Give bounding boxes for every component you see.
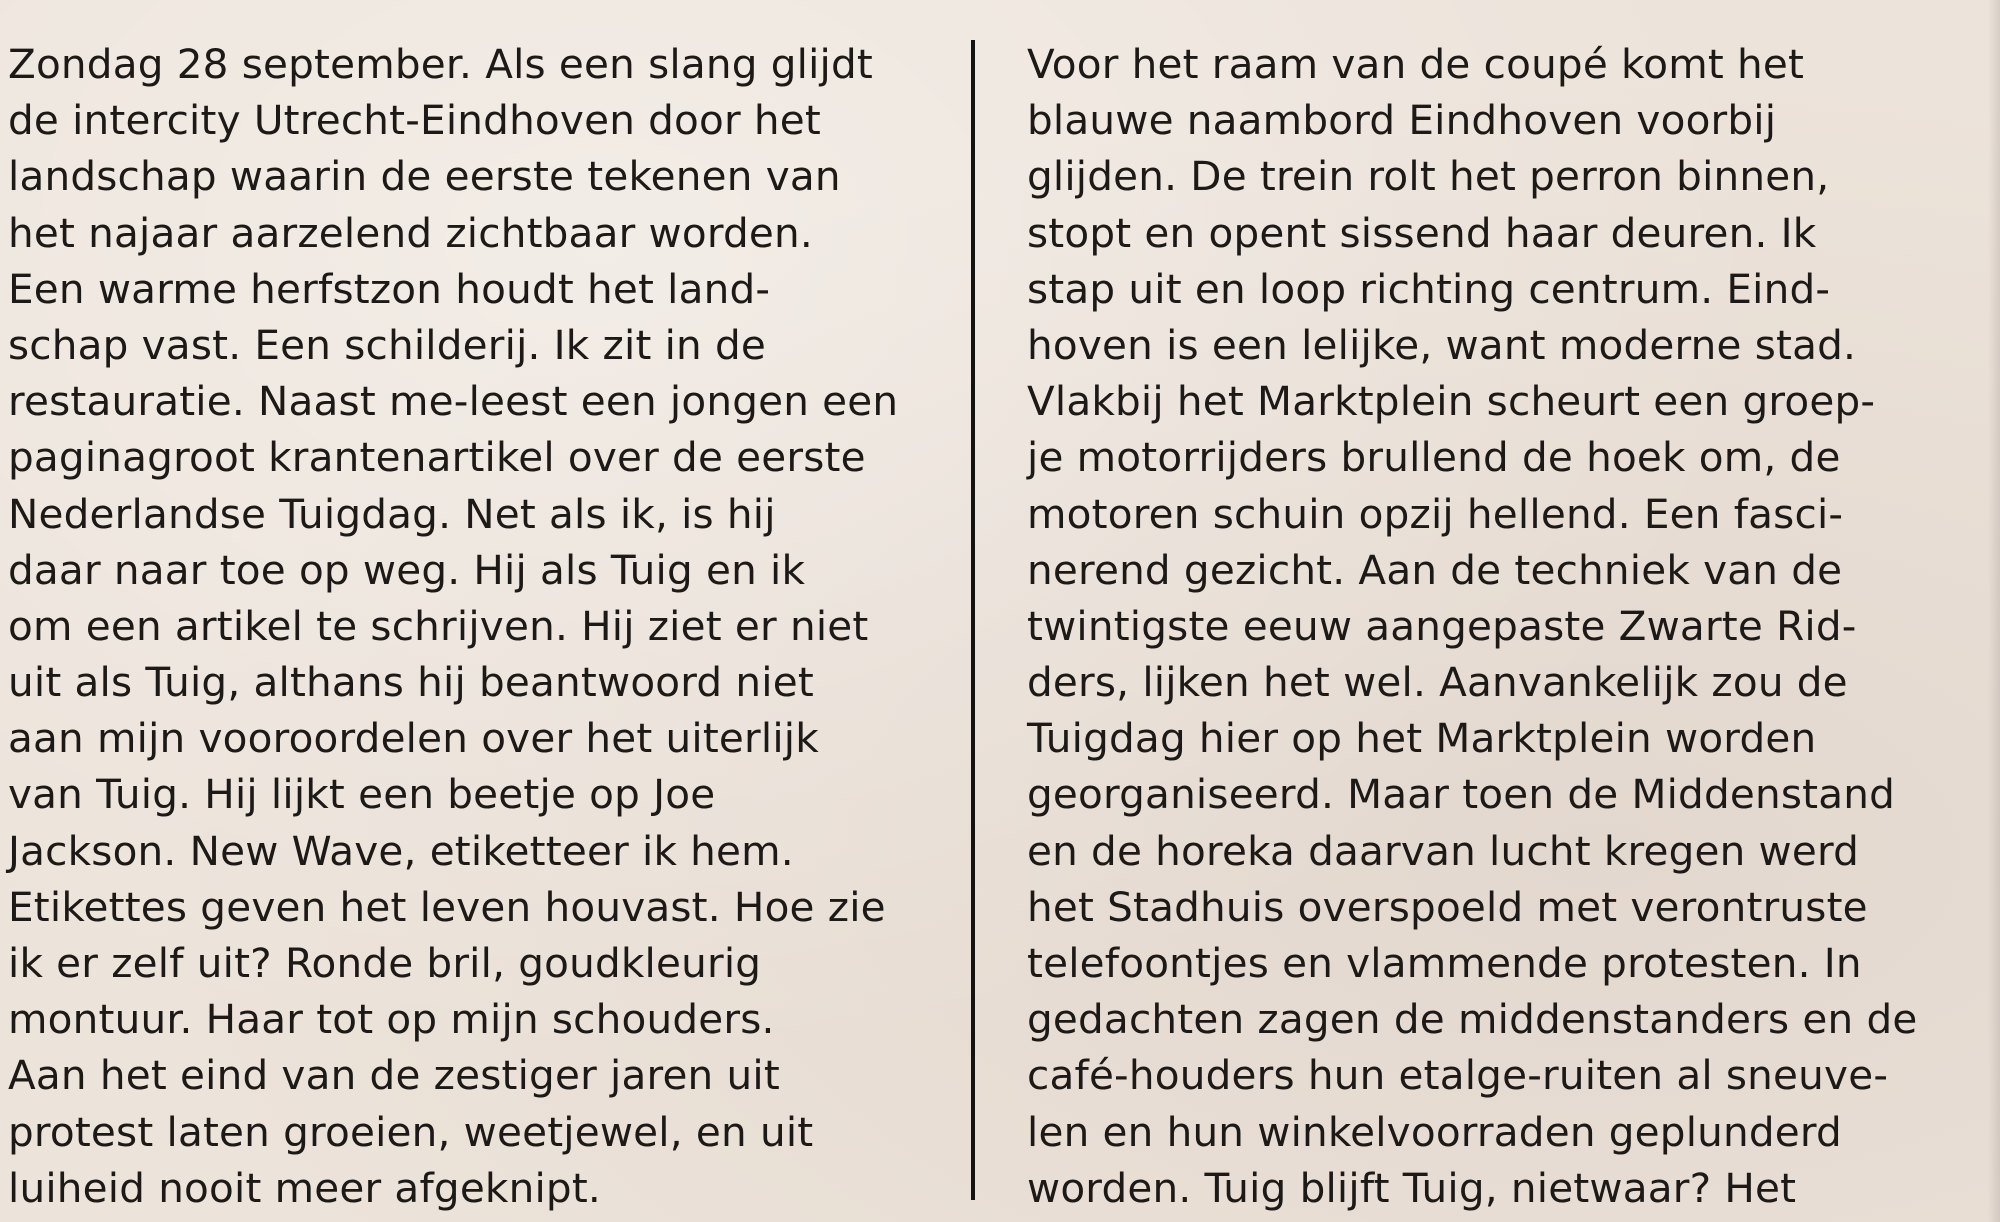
- text-line: café-houders hun etalge-ruiten al sneuve-: [1027, 1051, 1889, 1100]
- text-line: blauwe naambord Eindhoven voorbij: [1027, 96, 1777, 145]
- column-divider-rule: [971, 40, 975, 1200]
- text-line: landschap waarin de eerste tekenen van: [8, 152, 841, 201]
- text-line: worden. Tuig blijft Tuig, nietwaar? Het: [1027, 1163, 1797, 1212]
- article-column-left: [8, 36, 968, 1216]
- text-line: stap uit en loop richting centrum. Eind-: [1027, 264, 1831, 313]
- text-line: van Tuig. Hij lijkt een beetje op Joe: [8, 770, 716, 819]
- text-line: schap vast. Een schilderij. Ik zit in de: [8, 320, 767, 369]
- text-line: twintigste eeuw aangepaste Zwarte Rid-: [1027, 601, 1857, 650]
- text-line: gedachten zagen de middenstanders en de: [1027, 995, 1918, 1044]
- text-line: stopt en opent sissend haar deuren. Ik: [1027, 208, 1817, 257]
- article-column-right: [1027, 36, 1987, 1216]
- text-line: de intercity Utrecht-Eindhoven door het: [8, 96, 821, 145]
- text-line: aan mijn vooroordelen over het uiterlijk: [8, 714, 819, 763]
- text-line: protest laten groeien, weetjewel, en uit: [8, 1107, 814, 1156]
- text-line: luiheid nooit meer afgeknipt.: [8, 1163, 601, 1212]
- text-line: telefoontjes en vlammende protesten. In: [1027, 939, 1862, 987]
- text-line: het Stadhuis overspoeld met verontruste: [1027, 882, 1868, 931]
- text-line: restauratie. Naast me-leest een jongen een: [8, 377, 899, 426]
- text-line: en de horeka daarvan lucht kregen werd: [1027, 826, 1860, 875]
- text-line: uit als Tuig, althans hij beantwoord niet: [8, 658, 814, 707]
- text-line: om een artikel te schrijven. Hij ziet er niet: [8, 601, 869, 650]
- text-line: daar naar toe op weg. Hij als Tuig en ik: [8, 545, 806, 594]
- text-line: nerend gezicht. Aan de techniek van de: [1027, 545, 1843, 594]
- text-line: ik er zelf uit? Ronde bril, goudkleurig: [8, 939, 762, 987]
- text-line: georganiseerd. Maar toen de Middenstand: [1027, 770, 1896, 819]
- text-line: Etikettes geven het leven houvast. Hoe zie: [8, 882, 886, 931]
- text-line: Vlakbij het Marktplein scheurt een groep-: [1027, 377, 1876, 426]
- text-line: Aan het eind van de zestiger jaren uit: [8, 1051, 780, 1100]
- text-line: Een warme herfstzon houdt het land-: [8, 264, 771, 313]
- text-line: ders, lijken het wel. Aanvankelijk zou de: [1027, 658, 1848, 707]
- text-line: motoren schuin opzij hellend. Een fasci-: [1027, 489, 1844, 538]
- text-line: montuur. Haar tot op mijn schouders.: [8, 995, 775, 1044]
- text-line: Jackson. New Wave, etiketteer ik hem.: [8, 826, 794, 875]
- text-line: Zondag 28 september. Als een slang glijdt: [8, 40, 873, 88]
- text-line: je motorrijders brullend de hoek om, de: [1027, 433, 1841, 482]
- text-line: Voor het raam van de coupé komt het: [1027, 40, 1805, 88]
- text-line: paginagroot krantenartikel over de eerste: [8, 433, 866, 482]
- text-line: Nederlandse Tuigdag. Net als ik, is hij: [8, 489, 776, 538]
- text-line: glijden. De trein rolt het perron binnen,: [1027, 152, 1830, 201]
- text-line: len en hun winkelvoorraden geplunderd: [1027, 1107, 1842, 1156]
- text-line: het najaar aarzelend zichtbaar worden.: [8, 208, 813, 257]
- text-line: Tuigdag hier op het Marktplein worden: [1027, 714, 1817, 763]
- page-edge-shadow: [1988, 0, 2000, 1222]
- text-line: hoven is een lelijke, want moderne stad.: [1027, 320, 1857, 369]
